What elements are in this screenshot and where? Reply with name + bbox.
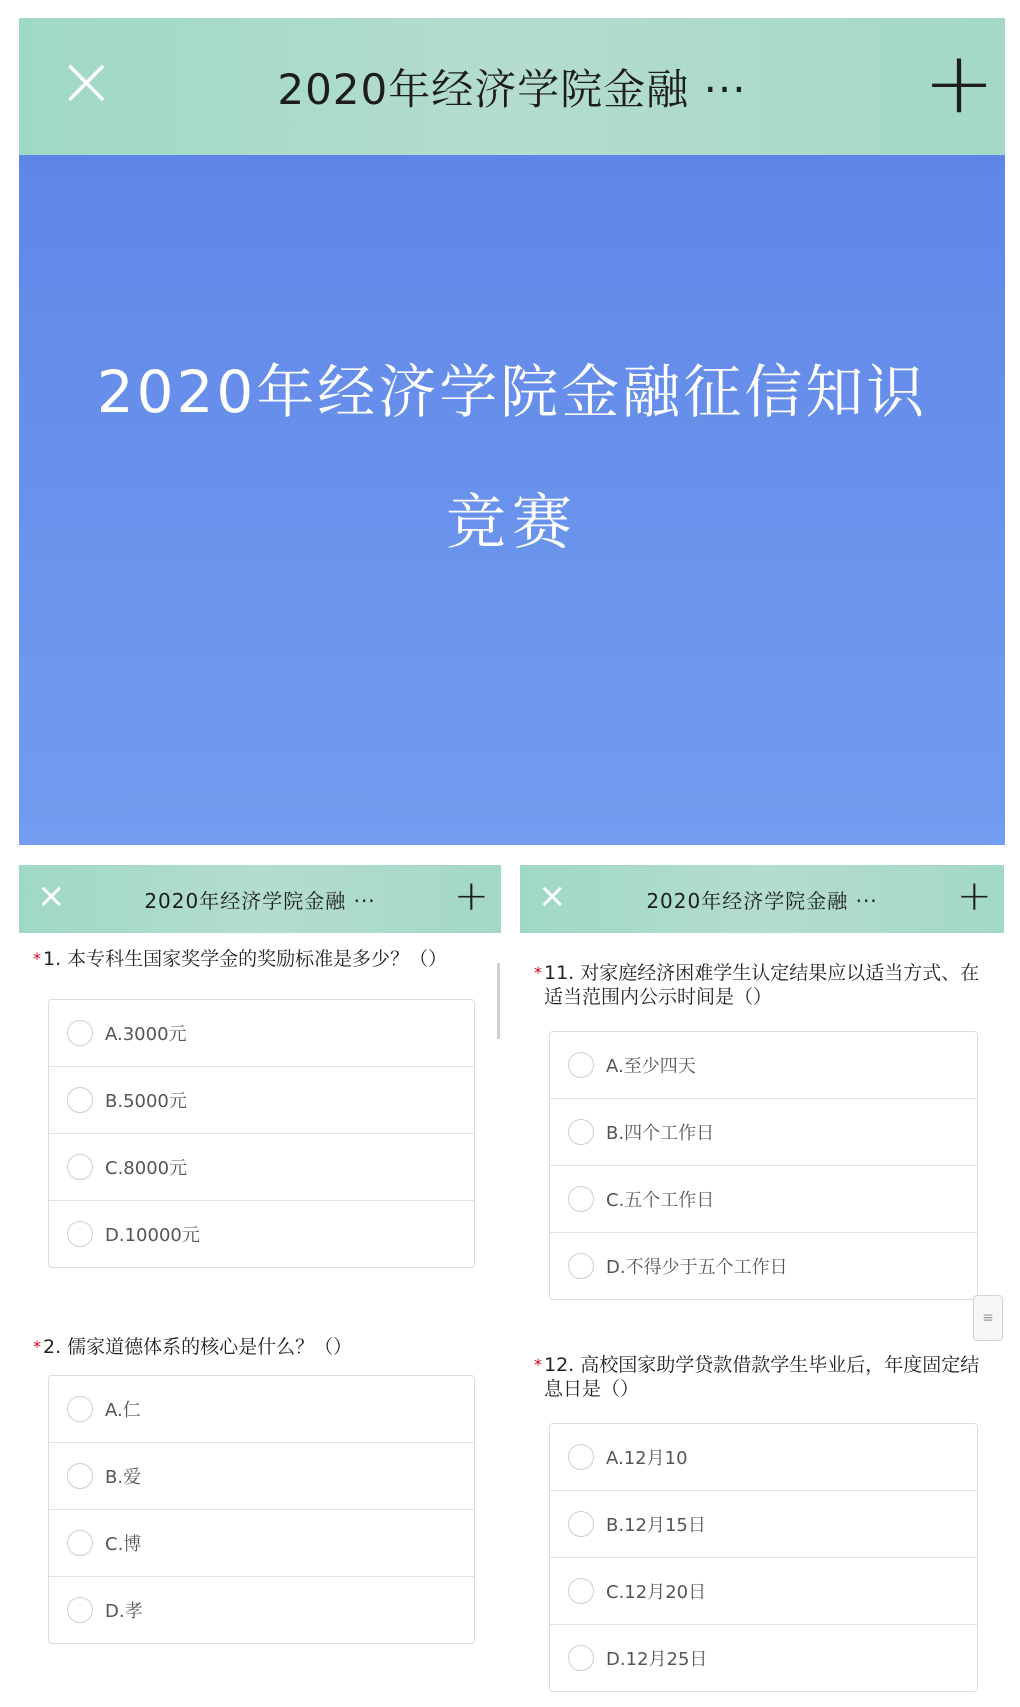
- required-star: *: [33, 1337, 41, 1356]
- plus-icon[interactable]: +: [956, 871, 992, 920]
- question-text: 11. 对家庭经济困难学生认定结果应以适当方式、在适当范围内公示时间是（）: [544, 962, 980, 1008]
- radio-button[interactable]: [568, 1119, 594, 1145]
- top-header: [19, 18, 1005, 155]
- question-text: 1. 本专科生国家奖学金的奖励标准是多少？（）: [43, 948, 448, 970]
- radio-button[interactable]: [568, 1511, 594, 1537]
- option-label: D.10000元: [105, 1225, 200, 1246]
- plus-icon[interactable]: +: [453, 871, 489, 920]
- option-row[interactable]: [550, 1558, 977, 1625]
- option-label: D.不得少于五个工作日: [606, 1257, 788, 1278]
- radio-button[interactable]: [568, 1578, 594, 1604]
- close-icon[interactable]: ×: [57, 40, 116, 122]
- right-panel: [520, 865, 1004, 1707]
- option-label: D.孝: [105, 1601, 143, 1622]
- option-label: B.5000元: [105, 1091, 187, 1112]
- option-row[interactable]: [49, 1376, 474, 1443]
- option-row[interactable]: [550, 1032, 977, 1099]
- banner: [19, 155, 1005, 845]
- banner-title-line1: 2020年经济学院金融征信知识: [96, 358, 928, 426]
- option-label: A.12月10: [606, 1448, 688, 1469]
- radio-button[interactable]: [568, 1052, 594, 1078]
- option-label: C.五个工作日: [606, 1190, 715, 1211]
- option-row[interactable]: [49, 1134, 474, 1201]
- option-label: B.四个工作日: [606, 1123, 715, 1144]
- option-row[interactable]: [49, 1000, 474, 1067]
- option-label: D.12月25日: [606, 1649, 708, 1670]
- option-row[interactable]: [49, 1510, 474, 1577]
- radio-button[interactable]: [568, 1444, 594, 1470]
- scroll-handle-icon[interactable]: ≡: [973, 1295, 1003, 1341]
- left-header: [19, 865, 501, 933]
- option-label: A.至少四天: [606, 1056, 696, 1077]
- scrollbar-thumb[interactable]: [497, 963, 500, 1039]
- option-label: C.博: [105, 1534, 142, 1555]
- option-row[interactable]: [550, 1625, 977, 1691]
- page-title: 2020年经济学院金融 ···: [144, 888, 376, 913]
- option-label: B.爱: [105, 1467, 142, 1488]
- options-q12: [549, 1423, 978, 1692]
- radio-button[interactable]: [67, 1463, 93, 1489]
- options-q1: [48, 999, 475, 1268]
- close-icon[interactable]: ×: [538, 876, 567, 916]
- radio-button[interactable]: [67, 1020, 93, 1046]
- option-label: C.12月20日: [606, 1582, 707, 1603]
- option-row[interactable]: [550, 1424, 977, 1491]
- question-text: 12. 高校国家助学贷款借款学生毕业后，年度固定结息日是（）: [544, 1354, 980, 1400]
- radio-button[interactable]: [67, 1221, 93, 1247]
- question-1: [33, 947, 481, 971]
- banner-title-line2: 竞赛: [446, 488, 578, 558]
- page-title: 2020年经济学院金融 ···: [646, 888, 878, 913]
- close-icon[interactable]: ×: [37, 876, 66, 916]
- option-row[interactable]: [550, 1233, 977, 1299]
- option-row[interactable]: [49, 1577, 474, 1643]
- right-header: [520, 865, 1004, 933]
- left-panel: [19, 865, 501, 1707]
- option-label: A.3000元: [105, 1024, 187, 1045]
- question-text: 2. 儒家道德体系的核心是什么？（）: [43, 1336, 353, 1358]
- required-star: *: [534, 963, 542, 982]
- plus-icon[interactable]: +: [922, 33, 995, 133]
- radio-button[interactable]: [568, 1186, 594, 1212]
- required-star: *: [534, 1355, 542, 1374]
- radio-button[interactable]: [67, 1396, 93, 1422]
- radio-button[interactable]: [67, 1154, 93, 1180]
- radio-button[interactable]: [568, 1645, 594, 1671]
- option-label: A.仁: [105, 1400, 141, 1421]
- option-row[interactable]: [550, 1166, 977, 1233]
- option-label: B.12月15日: [606, 1515, 706, 1536]
- radio-button[interactable]: [67, 1597, 93, 1623]
- options-q2: [48, 1375, 475, 1644]
- option-row[interactable]: [49, 1067, 474, 1134]
- required-star: *: [33, 949, 41, 968]
- radio-button[interactable]: [67, 1087, 93, 1113]
- option-row[interactable]: [550, 1099, 977, 1166]
- option-row[interactable]: [49, 1201, 474, 1267]
- option-row[interactable]: [550, 1491, 977, 1558]
- question-12: [534, 1353, 984, 1401]
- page-title: 2020年经济学院金融 ···: [277, 64, 747, 114]
- radio-button[interactable]: [568, 1253, 594, 1279]
- question-2: [33, 1335, 481, 1359]
- option-row[interactable]: [49, 1443, 474, 1510]
- options-q11: [549, 1031, 978, 1300]
- question-11: [534, 961, 984, 1009]
- radio-button[interactable]: [67, 1530, 93, 1556]
- option-label: C.8000元: [105, 1158, 188, 1179]
